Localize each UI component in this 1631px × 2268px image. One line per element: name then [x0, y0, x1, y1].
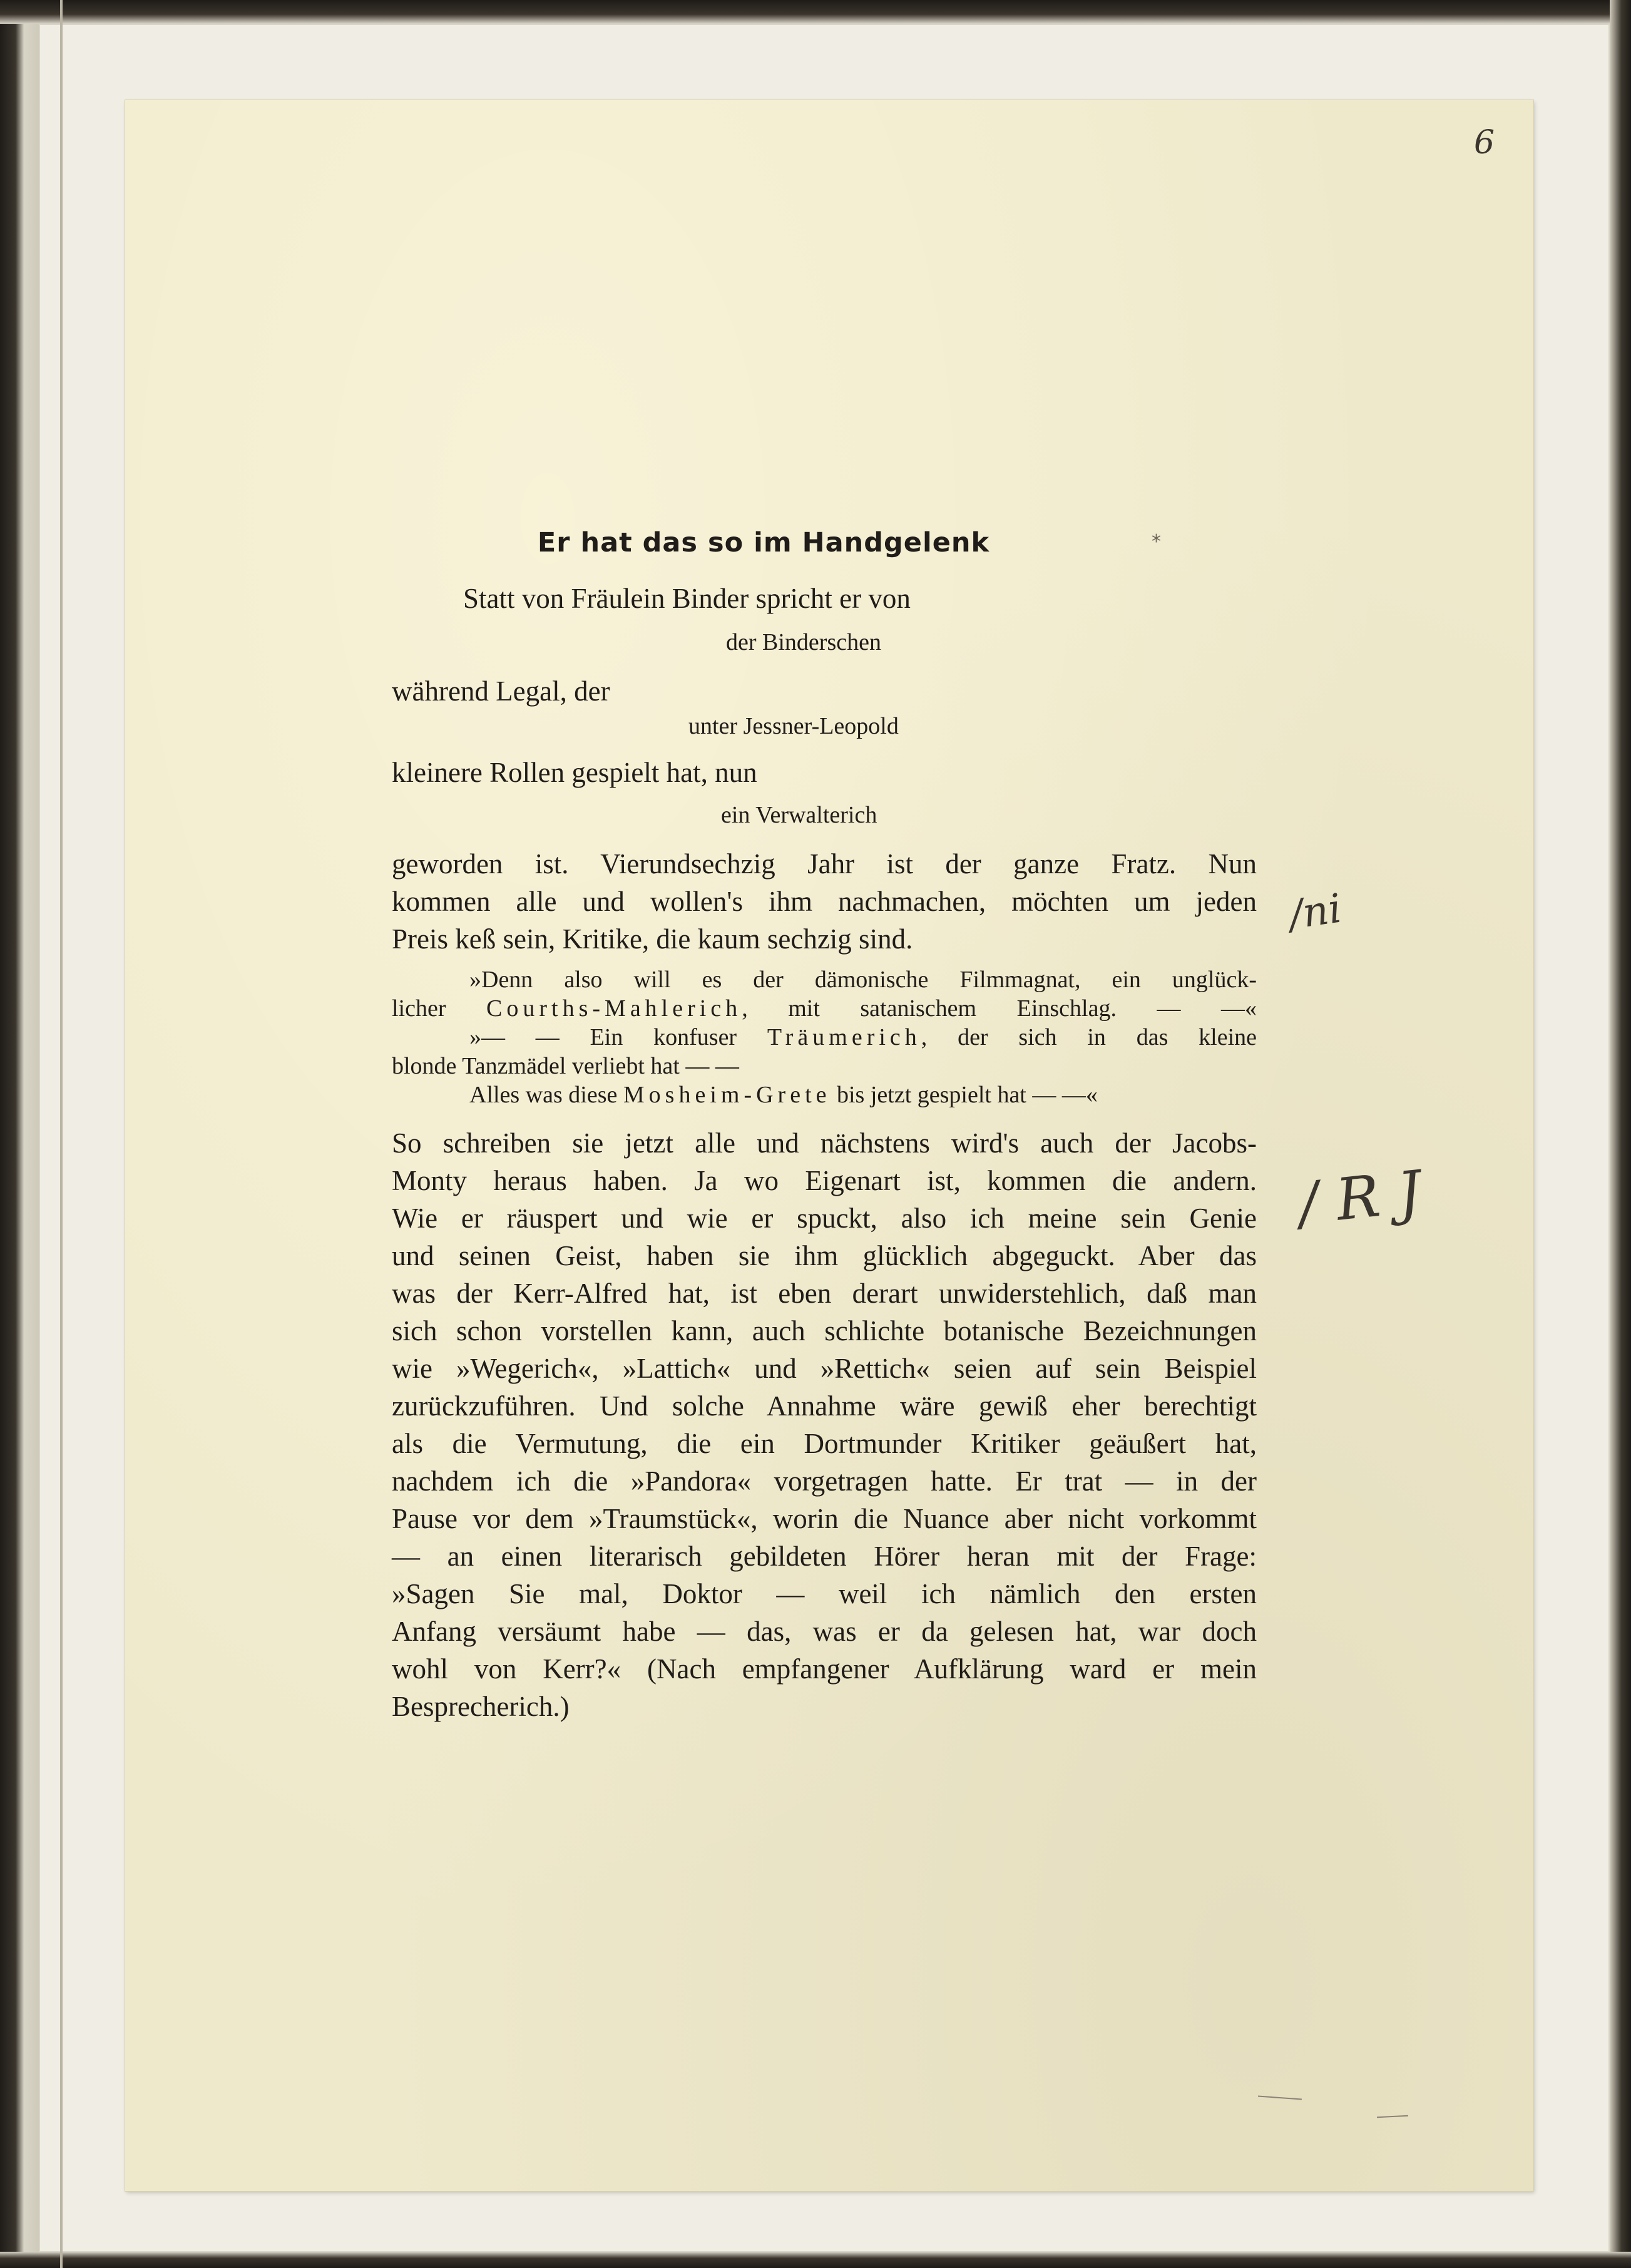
handwritten-margin-note: / R J	[1295, 1158, 1424, 1238]
quote-text: , der sich in das kleine	[921, 1024, 1257, 1050]
text-line: Besprecherich.)	[392, 1691, 570, 1722]
text-line: nachdem ich die »Pandora« vorgetragen hatte. Er trat — in der	[392, 1465, 1257, 1497]
text-line: Monty heraus haben. Ja wo Eigenart ist, kommen die andern.	[392, 1165, 1257, 1196]
poem-line: Statt von Fräulein Binder spricht er von	[463, 583, 911, 614]
text-line: So schreiben sie jetzt alle und nächstens wird's auch der Jacobs-	[392, 1127, 1257, 1159]
quote-text: bis jetzt gespielt hat — —«	[831, 1082, 1098, 1108]
quote-line	[392, 1023, 1257, 1052]
text-line: geworden ist. Vierundsechzig Jahr ist der ganze Fratz. Nun	[392, 848, 1257, 880]
text-line: Preis keß sein, Kritike, die kaum sechzig sind.	[392, 923, 913, 955]
quotation-block	[392, 965, 1257, 1109]
scan-right-edge	[1610, 0, 1631, 2268]
page-title: Er hat das so im Handgelenk	[537, 527, 990, 558]
text-line: und seinen Geist, haben sie ihm glücklich abgeguckt. Aber das	[392, 1240, 1257, 1271]
scan-top-edge	[0, 0, 1631, 24]
handwritten-margin-note: /ni	[1286, 885, 1344, 939]
quote-line	[392, 1080, 1257, 1109]
paragraph	[392, 1124, 1257, 1725]
poem-line: kleinere Rollen gespielt hat, nun	[392, 757, 757, 788]
quote-text: »— — Ein konfuser	[469, 1024, 767, 1050]
page-number: 6	[1474, 124, 1495, 162]
text-line: »Sagen Sie mal, Doktor — weil ich nämlich den ersten	[392, 1578, 1257, 1609]
text-line: kommen alle und wollen's ihm nachmachen, möchten um jeden	[392, 886, 1257, 917]
quote-text: , mit satanischem Einschlag. — —«	[742, 995, 1257, 1022]
quote-emphasis: Courths-Mahlerich	[486, 995, 742, 1022]
quote-text: licher	[392, 995, 487, 1022]
poem-line: ein Verwalterich	[721, 802, 877, 828]
quote-emphasis: Träumerich	[767, 1024, 921, 1050]
binding-spine	[60, 0, 63, 2268]
text-line: Anfang versäumt habe — das, was er da gelesen hat, war doch	[392, 1616, 1257, 1647]
text-line: Pause vor dem »Traumstück«, worin die Nuance aber nicht vorkommt	[392, 1503, 1257, 1534]
quote-text: Alles was diese	[469, 1082, 623, 1108]
poem-line: während Legal, der	[392, 675, 610, 707]
text-line: — an einen literarisch gebildeten Hörer heran mit der Frage:	[392, 1541, 1257, 1572]
paragraph	[392, 845, 1257, 958]
quote-line: blonde Tanzmädel verliebt hat — —	[392, 1053, 739, 1079]
scan-left-edge	[0, 0, 39, 2268]
title-footnote-mark: *	[1152, 531, 1161, 553]
scan-bottom-edge	[0, 2252, 1631, 2268]
text-line: wohl von Kerr?« (Nach empfangener Aufklärung ward er mein	[392, 1653, 1257, 1685]
text-line: wie »Wegerich«, »Lattich« und »Rettich« seien auf sein Beispiel	[392, 1353, 1257, 1384]
poem-line: der Binderschen	[726, 629, 881, 655]
text-line: sich schon vorstellen kann, auch schlichte botanische Bezeichnungen	[392, 1315, 1257, 1347]
text-line: was der Kerr-Alfred hat, ist eben derart unwiderstehlich, daß man	[392, 1278, 1257, 1309]
text-line: Wie er räuspert und wie er spuckt, also ich meine sein Genie	[392, 1203, 1257, 1234]
quote-emphasis: Mosheim-Grete	[623, 1082, 831, 1108]
text-line: als die Vermutung, die ein Dortmunder Kritiker geäußert hat,	[392, 1428, 1257, 1459]
poem-line: unter Jessner-Leopold	[688, 713, 899, 739]
quote-line	[392, 994, 1257, 1023]
text-line: zurückzuführen. Und solche Annahme wäre gewiß eher berechtigt	[392, 1390, 1257, 1422]
quote-line: »Denn also will es der dämonische Filmmagnat, ein unglück-	[469, 967, 1257, 993]
